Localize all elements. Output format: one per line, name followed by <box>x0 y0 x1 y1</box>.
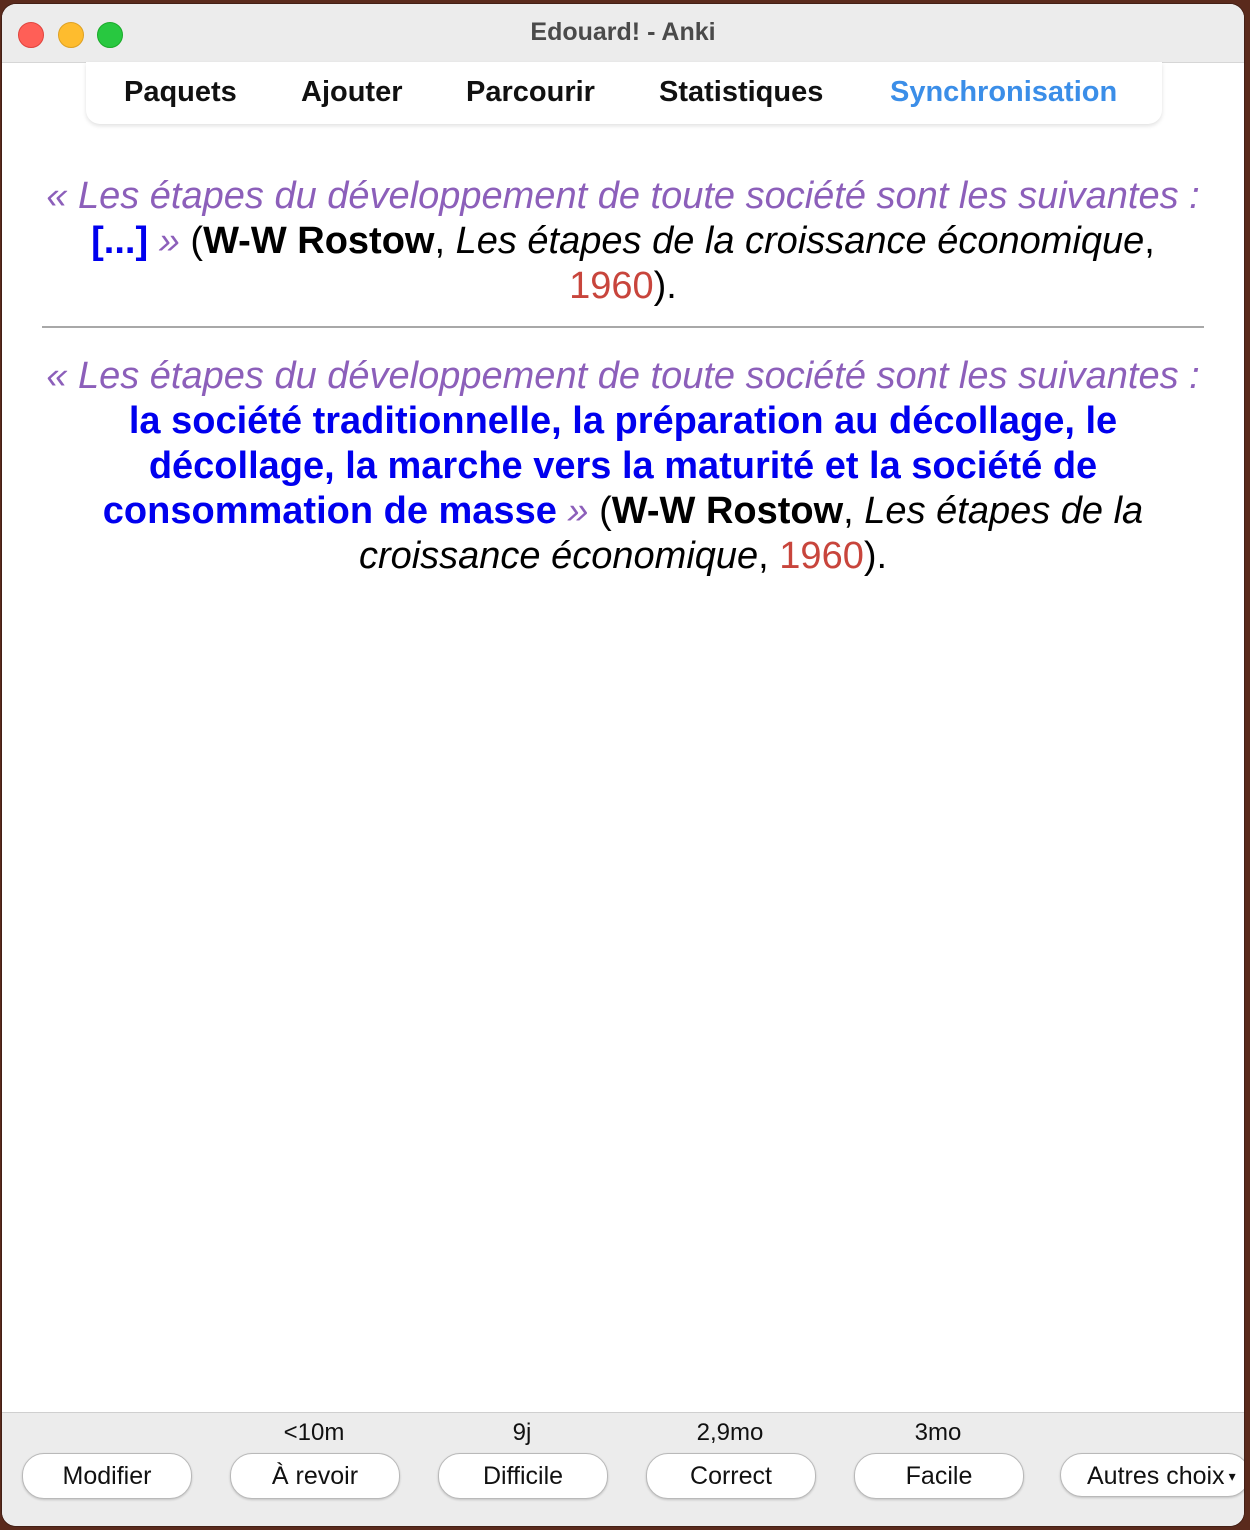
window-title: Edouard! - Anki <box>530 18 716 46</box>
interval-hard: 9j <box>512 1419 532 1446</box>
edit-button[interactable]: Modifier <box>22 1453 192 1499</box>
front-comma: , <box>434 220 446 262</box>
more-options-button[interactable] <box>1060 1453 1244 1497</box>
tab-stats[interactable]: Statistiques <box>659 76 824 108</box>
front-quote: « Les étapes du développement de toute société sont les suivantes : <box>46 175 1200 217</box>
card-front <box>42 174 1204 309</box>
front-close: ). <box>653 265 677 307</box>
hard-button[interactable]: Difficile <box>438 1453 608 1499</box>
cloze-placeholder: [...] <box>91 220 149 262</box>
front-author: W-W Rostow <box>203 220 435 262</box>
easy-button[interactable]: Facile <box>854 1453 1024 1499</box>
back-author: W-W Rostow <box>611 490 844 532</box>
more-options-label: Autres choix <box>1087 1462 1225 1490</box>
interval-good: 2,9mo <box>696 1419 764 1446</box>
back-quote: « Les étapes du développement de toute société sont les suivantes : <box>46 355 1200 397</box>
again-button[interactable]: À revoir <box>230 1453 400 1499</box>
good-button[interactable]: Correct <box>646 1453 816 1499</box>
front-book-title: Les étapes de la croissance économique <box>455 220 1145 262</box>
back-close: ). <box>863 535 888 577</box>
tab-sync[interactable]: Synchronisation <box>890 76 1118 108</box>
cloze-answer: la société traditionnelle, la préparation au décollage, le décollage, la marche vers la maturité et la société de consommation de masse <box>102 400 1118 532</box>
front-quote-close: » <box>158 220 180 262</box>
back-open-paren: ( <box>599 490 612 532</box>
front-open-paren: ( <box>190 220 204 262</box>
main-toolbar <box>86 62 1162 124</box>
back-year: 1960 <box>779 535 864 577</box>
title-bar <box>2 4 1244 63</box>
tab-browse[interactable]: Parcourir <box>466 76 595 108</box>
answer-separator <box>42 326 1204 328</box>
front-comma2: , <box>1144 220 1155 262</box>
back-quote-close: » <box>567 490 589 532</box>
back-comma: , <box>843 490 854 532</box>
tab-add[interactable]: Ajouter <box>301 76 403 108</box>
interval-easy: 3mo <box>914 1419 962 1446</box>
anki-window <box>2 4 1244 1526</box>
front-year: 1960 <box>569 265 654 307</box>
review-bottom-bar <box>2 1412 1244 1526</box>
back-comma2: , <box>758 535 769 577</box>
chevron-down-icon: ▾ <box>1228 1468 1236 1484</box>
back-book-title: Les étapes de la croissance économique <box>358 490 1144 577</box>
interval-again: <10m <box>283 1419 345 1446</box>
tab-decks[interactable]: Paquets <box>124 76 237 108</box>
card-back <box>42 354 1204 579</box>
